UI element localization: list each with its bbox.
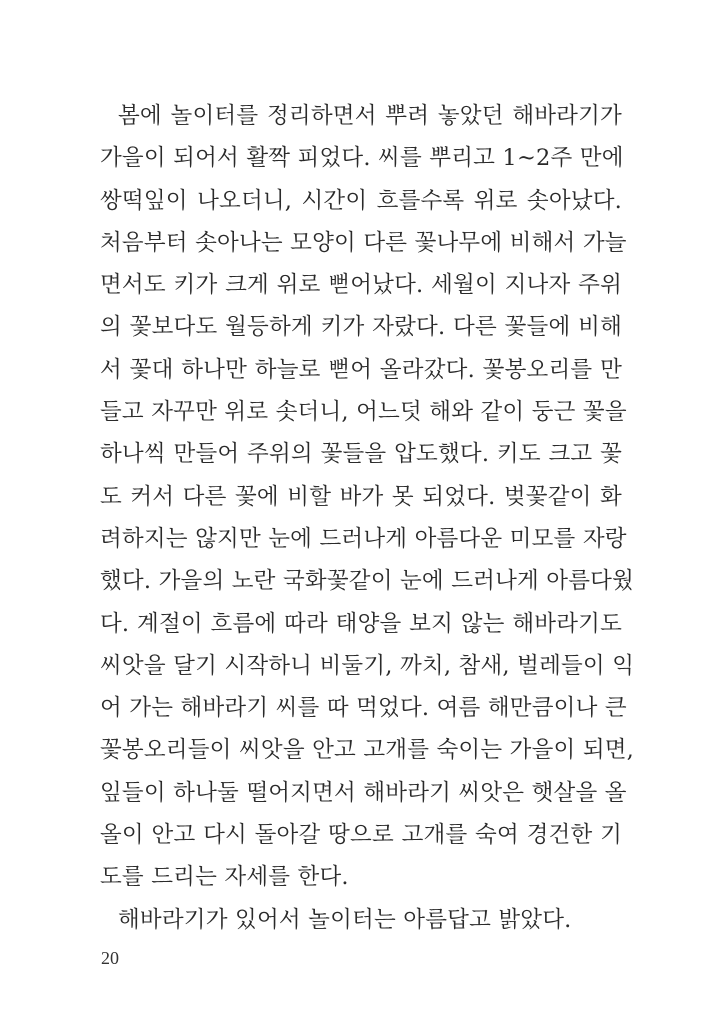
text-line: 꽃봉오리들이 씨앗을 안고 고개를 숙이는 가을이 되면,	[100, 737, 635, 764]
text-line: 다. 계절이 흐름에 따라 태양을 보지 않는 해바라기도	[100, 610, 622, 637]
text-line: 어 가는 해바라기 씨를 따 먹었다. 여름 해만큼이나 큰	[100, 695, 627, 722]
text-line: 려하지는 않지만 눈에 드러나게 아름다운 미모를 자랑	[100, 525, 627, 552]
text-line: 서 꽃대 하나만 하늘로 뻗어 올라갔다. 꽃봉오리를 만	[100, 356, 622, 383]
text-line: 쌍떡잎이 나오더니, 시간이 흐를수록 위로 솟아났다.	[100, 187, 622, 214]
text-line: 들고 자꾸만 위로 솟더니, 어느덧 해와 같이 둥근 꽃을	[100, 399, 627, 426]
text-line: 하나씩 만들어 주위의 꽃들을 압도했다. 키도 크고 꽃	[100, 441, 622, 468]
text-line: 해바라기가 있어서 놀이터는 아름답고 밝았다.	[118, 906, 572, 933]
text-line: 했다. 가을의 노란 국화꽃같이 눈에 드러나게 아름다웠	[100, 568, 635, 595]
text-line: 잎들이 하나둘 떨어지면서 해바라기 씨앗은 햇살을 올	[100, 779, 627, 806]
text-line: 처음부터 솟아나는 모양이 다른 꽃나무에 비해서 가늘	[100, 229, 627, 256]
text-line: 씨앗을 달기 시작하니 비둘기, 까치, 참새, 벌레들이 익	[100, 652, 635, 679]
text-line: 의 꽃보다도 월등하게 키가 자랐다. 다른 꽃들에 비해	[100, 314, 622, 341]
text-line: 도를 드리는 자세를 한다.	[100, 864, 349, 891]
text-line: 면서도 키가 크게 위로 뻗어났다. 세월이 지나자 주위	[100, 272, 622, 299]
page-number: 20	[101, 948, 119, 968]
body-text	[100, 95, 635, 941]
text-line: 가을이 되어서 활짝 피었다. 씨를 뿌리고 1~2주 만에	[100, 145, 624, 172]
text-line: 봄에 놀이터를 정리하면서 뿌려 놓았던 해바라기가	[118, 103, 622, 129]
text-line: 올이 안고 다시 돌아갈 땅으로 고개를 숙여 경건한 기	[100, 822, 622, 849]
text-line: 도 커서 다른 꽃에 비할 바가 못 되었다. 벚꽃같이 화	[100, 483, 622, 510]
